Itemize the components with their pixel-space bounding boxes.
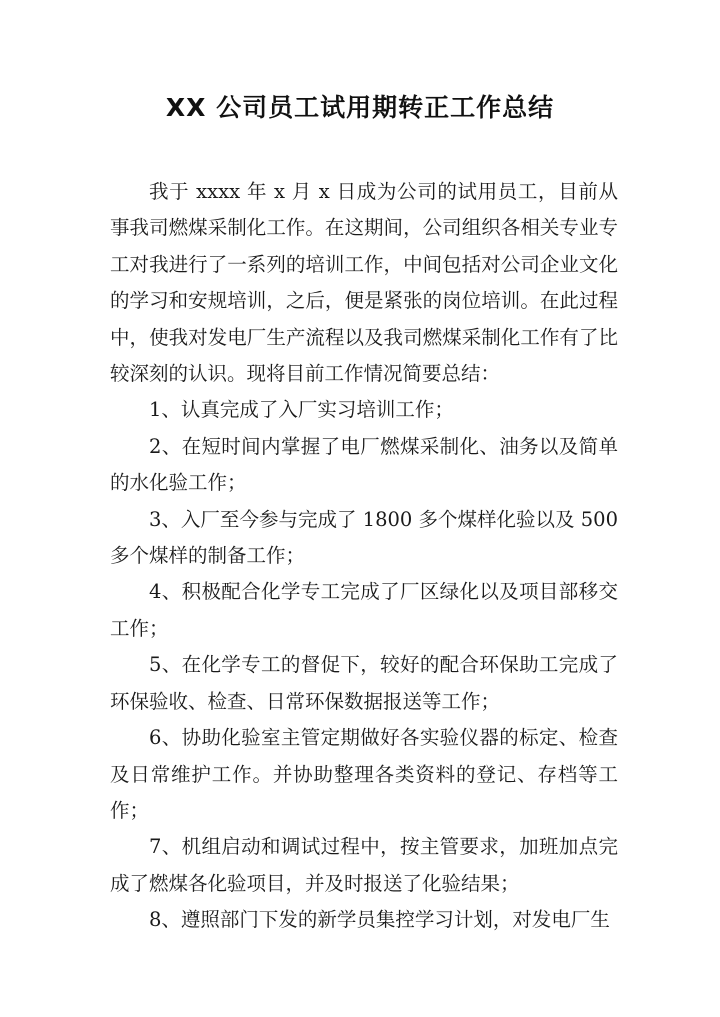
list-item-2: 2、在短时间内掌握了电厂燃煤采制化、油务以及简单的水化验工作； — [110, 434, 618, 495]
paragraph-intro: 我于 xxxx 年 x 月 x 日成为公司的试用员工，目前从事我司燃煤采制化工作。在这期间，公司组织各相关专业专工对我进行了一系列的培训工作，中间包括对公司企业文化的学习和安规培训，之后，便是紧张的岗位培训。在此过程中，使我对发电厂生产流程以及我司燃煤采制化工作有了比较深刻的认识。现将目前工作情况简要总结： — [110, 180, 618, 386]
document-body — [110, 174, 618, 939]
list-item-7: 7、机组启动和调试过程中，按主管要求，加班加点完成了燃煤各化验项目，并及时报送了化验结果； — [110, 835, 618, 895]
list-item-1: 1、认真完成了入厂实习培训工作； — [149, 398, 454, 422]
list-item-6: 6、协助化验室主管定期做好各实验仪器的标定、检查及日常维护工作。并协助整理各类资料的登记、存档等工作； — [110, 726, 618, 822]
list-item-4: 4、积极配合化学专工完成了厂区绿化以及项目部移交工作； — [110, 580, 618, 640]
list-item-5: 5、在化学专工的督促下，较好的配合环保助工完成了环保验收、检查、日常环保数据报送等工作； — [110, 653, 618, 713]
list-item-3: 3、入厂至今参与完成了 1800 多个煤样化验以及 500 多个煤样的制备工作； — [110, 507, 618, 568]
document-title: XX 公司员工试用期转正工作总结 — [165, 93, 555, 122]
list-item-8: 8、遵照部门下发的新学员集控学习计划，对发电厂生 — [149, 908, 610, 932]
